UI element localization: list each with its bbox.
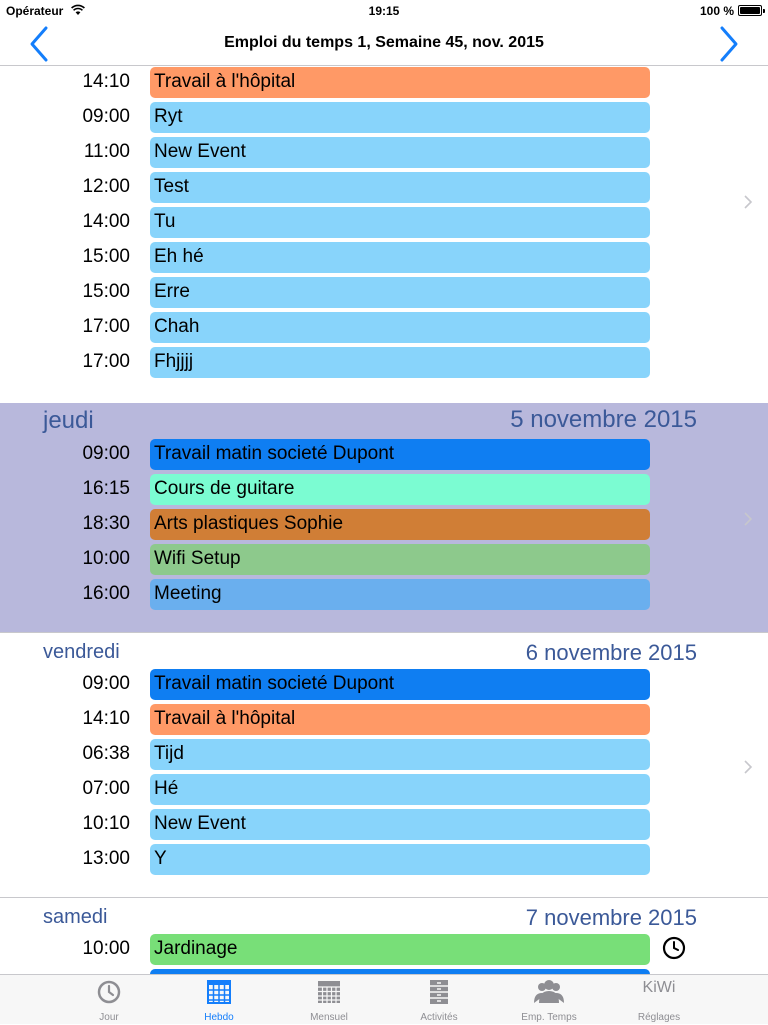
event-time: 07:00 bbox=[82, 778, 130, 799]
clock-icon bbox=[662, 936, 686, 960]
event-time: 13:00 bbox=[82, 848, 130, 869]
event-time: 14:00 bbox=[82, 211, 130, 232]
tab-label: Jour bbox=[99, 1012, 119, 1023]
event-bar[interactable]: Eh hé bbox=[150, 242, 650, 273]
event-bar[interactable]: New Event bbox=[150, 809, 650, 840]
event-bar[interactable]: Chah bbox=[150, 312, 650, 343]
tab-jour[interactable] bbox=[54, 975, 164, 1025]
chevron-right-icon[interactable] bbox=[742, 511, 754, 527]
event-time: 09:00 bbox=[82, 673, 130, 694]
next-week-button[interactable] bbox=[708, 24, 748, 64]
event-time: 10:10 bbox=[82, 813, 130, 834]
day-section[interactable] bbox=[0, 633, 768, 898]
event-time: 09:00 bbox=[82, 443, 130, 464]
status-time: 19:15 bbox=[368, 4, 400, 18]
chevron-right-icon[interactable] bbox=[742, 194, 754, 210]
people-icon bbox=[533, 979, 565, 1005]
status-bar bbox=[0, 0, 768, 22]
event-bar[interactable]: Arts plastiques Sophie bbox=[150, 509, 650, 540]
event-time: 15:00 bbox=[82, 246, 130, 267]
event-time: 14:10 bbox=[82, 71, 130, 92]
event-time: 11:00 bbox=[83, 141, 130, 162]
page-title: Emploi du temps 1, Semaine 45, nov. 2015 bbox=[224, 34, 544, 51]
tab-label: Réglages bbox=[637, 1012, 681, 1023]
event-time: 10:00 bbox=[82, 938, 130, 959]
event-time: 15:00 bbox=[82, 281, 130, 302]
event-bar[interactable]: Jardinage bbox=[150, 934, 650, 965]
event-bar[interactable]: Cours de guitare bbox=[150, 474, 650, 505]
event-bar[interactable]: Ryt bbox=[150, 102, 650, 133]
event-bar[interactable]: Fhjjjj bbox=[150, 347, 650, 378]
kiwi-logo: KiWi bbox=[642, 979, 676, 996]
day-name: samedi bbox=[43, 906, 108, 928]
event-time: 06:38 bbox=[82, 743, 130, 764]
event-bar[interactable]: Travail matin societé Dupont bbox=[150, 439, 650, 470]
navigation-bar bbox=[0, 22, 768, 66]
event-time: 17:00 bbox=[82, 316, 130, 337]
event-time: 16:15 bbox=[82, 478, 130, 499]
tab-hebdo[interactable] bbox=[164, 975, 274, 1025]
tab-label: Mensuel bbox=[310, 1012, 348, 1023]
day-name: vendredi bbox=[43, 641, 120, 663]
event-time: 12:00 bbox=[82, 176, 130, 197]
event-bar[interactable]: Y bbox=[150, 844, 650, 875]
tab-mensuel[interactable] bbox=[274, 975, 384, 1025]
event-time: 14:10 bbox=[82, 708, 130, 729]
week-calendar-icon bbox=[207, 979, 231, 1005]
event-time: 18:30 bbox=[82, 513, 130, 534]
event-time: 17:00 bbox=[82, 351, 130, 372]
event-time: 16:00 bbox=[82, 583, 130, 604]
day-date: 5 novembre 2015 bbox=[510, 406, 697, 433]
day-section[interactable] bbox=[0, 898, 768, 974]
day-section[interactable] bbox=[0, 67, 768, 404]
day-section[interactable] bbox=[0, 403, 768, 633]
event-bar[interactable]: Travail matin societé Dupont bbox=[150, 669, 650, 700]
carrier-label: Opérateur bbox=[6, 4, 64, 18]
event-bar[interactable]: Erre bbox=[150, 277, 650, 308]
battery-icon bbox=[738, 5, 762, 16]
battery-percent: 100 % bbox=[699, 4, 734, 18]
event-bar[interactable]: Wifi Setup bbox=[150, 544, 650, 575]
clock-icon bbox=[97, 979, 121, 1005]
event-bar[interactable]: Tijd bbox=[150, 739, 650, 770]
event-bar[interactable]: Hé bbox=[150, 774, 650, 805]
tab-bar bbox=[0, 974, 768, 1024]
tab-reglages[interactable] bbox=[604, 975, 714, 1025]
month-calendar-icon bbox=[317, 979, 341, 1005]
event-bar[interactable]: Travail à l'hôpital bbox=[150, 704, 650, 735]
event-bar[interactable]: Travail à l'hôpital bbox=[150, 67, 650, 98]
tab-label: Hebdo bbox=[204, 1012, 234, 1023]
event-bar[interactable]: Test bbox=[150, 172, 650, 203]
day-date: 7 novembre 2015 bbox=[525, 905, 697, 930]
day-name: jeudi bbox=[43, 407, 94, 434]
tab-label: Emp. Temps bbox=[521, 1012, 577, 1023]
event-bar[interactable]: Tu bbox=[150, 207, 650, 238]
tab-label: Activités bbox=[420, 1012, 458, 1023]
event-time: 09:00 bbox=[82, 106, 130, 127]
event-bar[interactable]: Meeting bbox=[150, 579, 650, 610]
tab-emp-temps[interactable] bbox=[494, 975, 604, 1025]
day-date: 6 novembre 2015 bbox=[525, 640, 697, 665]
event-time: 10:00 bbox=[82, 548, 130, 569]
chevron-right-icon[interactable] bbox=[742, 759, 754, 775]
cabinet-icon bbox=[427, 979, 451, 1005]
tab-activites[interactable] bbox=[384, 975, 494, 1025]
event-bar[interactable]: New Event bbox=[150, 137, 650, 168]
week-schedule[interactable] bbox=[0, 67, 768, 974]
